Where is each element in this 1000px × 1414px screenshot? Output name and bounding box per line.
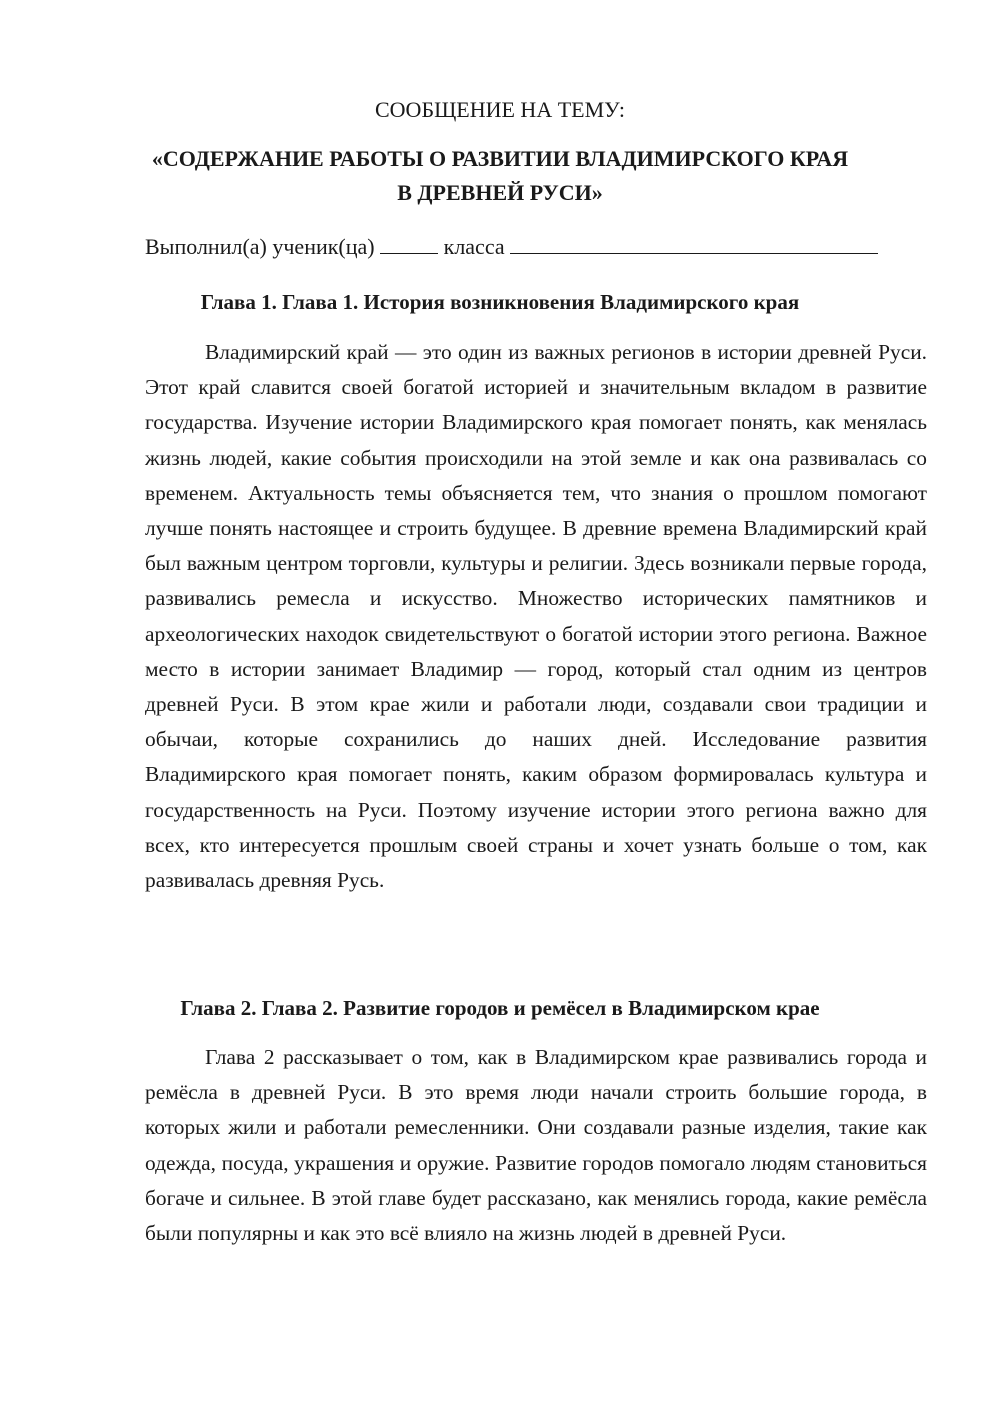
- performer-label: Выполнил(а) ученик(ца): [145, 234, 375, 259]
- chapter-1-heading: Глава 1. Глава 1. История возникновения Владимирского края: [200, 290, 800, 314]
- class-number-blank: [380, 231, 438, 254]
- performer-line: [145, 230, 935, 264]
- class-label: класса: [443, 234, 505, 259]
- chapter-2-heading: Глава 2. Глава 2. Развитие городов и ремёсел в Владимирском крае: [180, 996, 820, 1020]
- student-name-blank: [510, 231, 878, 254]
- chapter-2-text: Глава 2 рассказывает о том, как в Владимирском крае развивались города и ремёсла в древней Руси. В это время люди начали строить большие города, в которых жили и работали ремесленники. Они создавали разные изделия, такие как одежда, посуда, украшения и оружие. Развитие городов помогало людям становиться богаче и сильнее. В этой главе будет рассказано, как менялись города, какие ремёсла были популярны и как это всё влияло на жизнь людей в древней Руси.: [145, 1045, 927, 1246]
- document-title: [100, 142, 900, 210]
- title-line-1: «СОДЕРЖАНИЕ РАБОТЫ О РАЗВИТИИ ВЛАДИМИРСКОГО КРАЯ: [151, 146, 849, 171]
- chapter-1-text: Владимирский край — это один из важных регионов в истории древней Руси. Этот край славится своей богатой историей и значительным вкладом в развитие государства. Изучение истории Владимирского края помогает понять, как менялась жизнь людей, какие события происходили на этой земле и как она развивалась со временем. Актуальность темы объясняется тем, что знания о прошлом помогают лучше понять настоящее и строить будущее. В древние времена Владимирский край был важным центром торговли, культуры и религии. Здесь возникали первые города, развивались ремесла и искусство. Множество исторических памятников и археологических находок свидетельствуют о богатой истории этого региона. Важное место в истории занимает Владимир — город, который стал одним из центров древней Руси. В этом крае жили и работали люди, создавали свои традиции и обычаи, которые сохранились до наших дней. Исследование развития Владимирского края помогает понять, каким образом формировалась культура и государственность на Руси. Поэтому изучение истории этого региона важно для всех, кто интересуется прошлым своей страны и хочет узнать больше о том, как развивалась древняя Русь.: [145, 340, 927, 893]
- title-line-2: В ДРЕВНЕЙ РУСИ»: [397, 180, 603, 205]
- topic-line: СООБЩЕНИЕ НА ТЕМУ:: [375, 97, 625, 122]
